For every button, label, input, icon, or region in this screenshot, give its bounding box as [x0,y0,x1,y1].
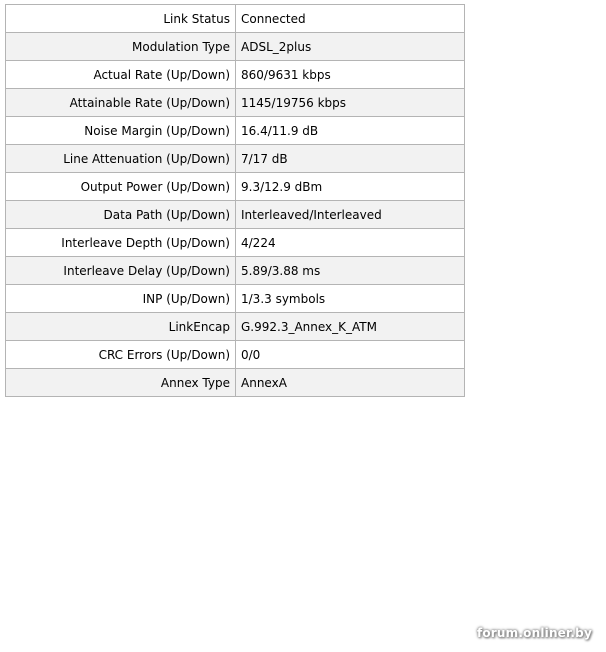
row-value-inp: 1/3.3 symbols [236,285,465,313]
row-value-attainable-rate: 1145/19756 kbps [236,89,465,117]
table-row [6,89,465,117]
table-row [6,5,465,33]
row-value-interleave-delay: 5.89/3.88 ms [236,257,465,285]
row-value-link-status: Connected [236,5,465,33]
table-row [6,313,465,341]
row-label-interleave-delay: Interleave Delay (Up/Down) [6,257,236,285]
table-row [6,61,465,89]
table-row [6,285,465,313]
table-row [6,33,465,61]
table-row [6,201,465,229]
row-label-interleave-depth: Interleave Depth (Up/Down) [6,229,236,257]
table-row [6,173,465,201]
row-value-annex-type: AnnexA [236,369,465,397]
row-label-data-path: Data Path (Up/Down) [6,201,236,229]
row-label-noise-margin: Noise Margin (Up/Down) [6,117,236,145]
row-value-link-encap: G.992.3_Annex_K_ATM [236,313,465,341]
table-row [6,341,465,369]
forum-watermark: forum.onliner.by [476,626,592,640]
row-label-modulation-type: Modulation Type [6,33,236,61]
row-label-output-power: Output Power (Up/Down) [6,173,236,201]
table-row [6,369,465,397]
row-label-line-attenuation: Line Attenuation (Up/Down) [6,145,236,173]
row-value-noise-margin: 16.4/11.9 dB [236,117,465,145]
row-label-inp: INP (Up/Down) [6,285,236,313]
row-label-crc-errors: CRC Errors (Up/Down) [6,341,236,369]
row-value-data-path: Interleaved/Interleaved [236,201,465,229]
row-value-output-power: 9.3/12.9 dBm [236,173,465,201]
row-value-actual-rate: 860/9631 kbps [236,61,465,89]
row-label-attainable-rate: Attainable Rate (Up/Down) [6,89,236,117]
table-row [6,145,465,173]
row-value-line-attenuation: 7/17 dB [236,145,465,173]
row-label-link-encap: LinkEncap [6,313,236,341]
row-value-crc-errors: 0/0 [236,341,465,369]
row-value-interleave-depth: 4/224 [236,229,465,257]
row-label-annex-type: Annex Type [6,369,236,397]
row-label-link-status: Link Status [6,5,236,33]
dsl-status-table [5,4,465,397]
row-label-actual-rate: Actual Rate (Up/Down) [6,61,236,89]
table-row [6,257,465,285]
table-row [6,117,465,145]
table-row [6,229,465,257]
row-value-modulation-type: ADSL_2plus [236,33,465,61]
